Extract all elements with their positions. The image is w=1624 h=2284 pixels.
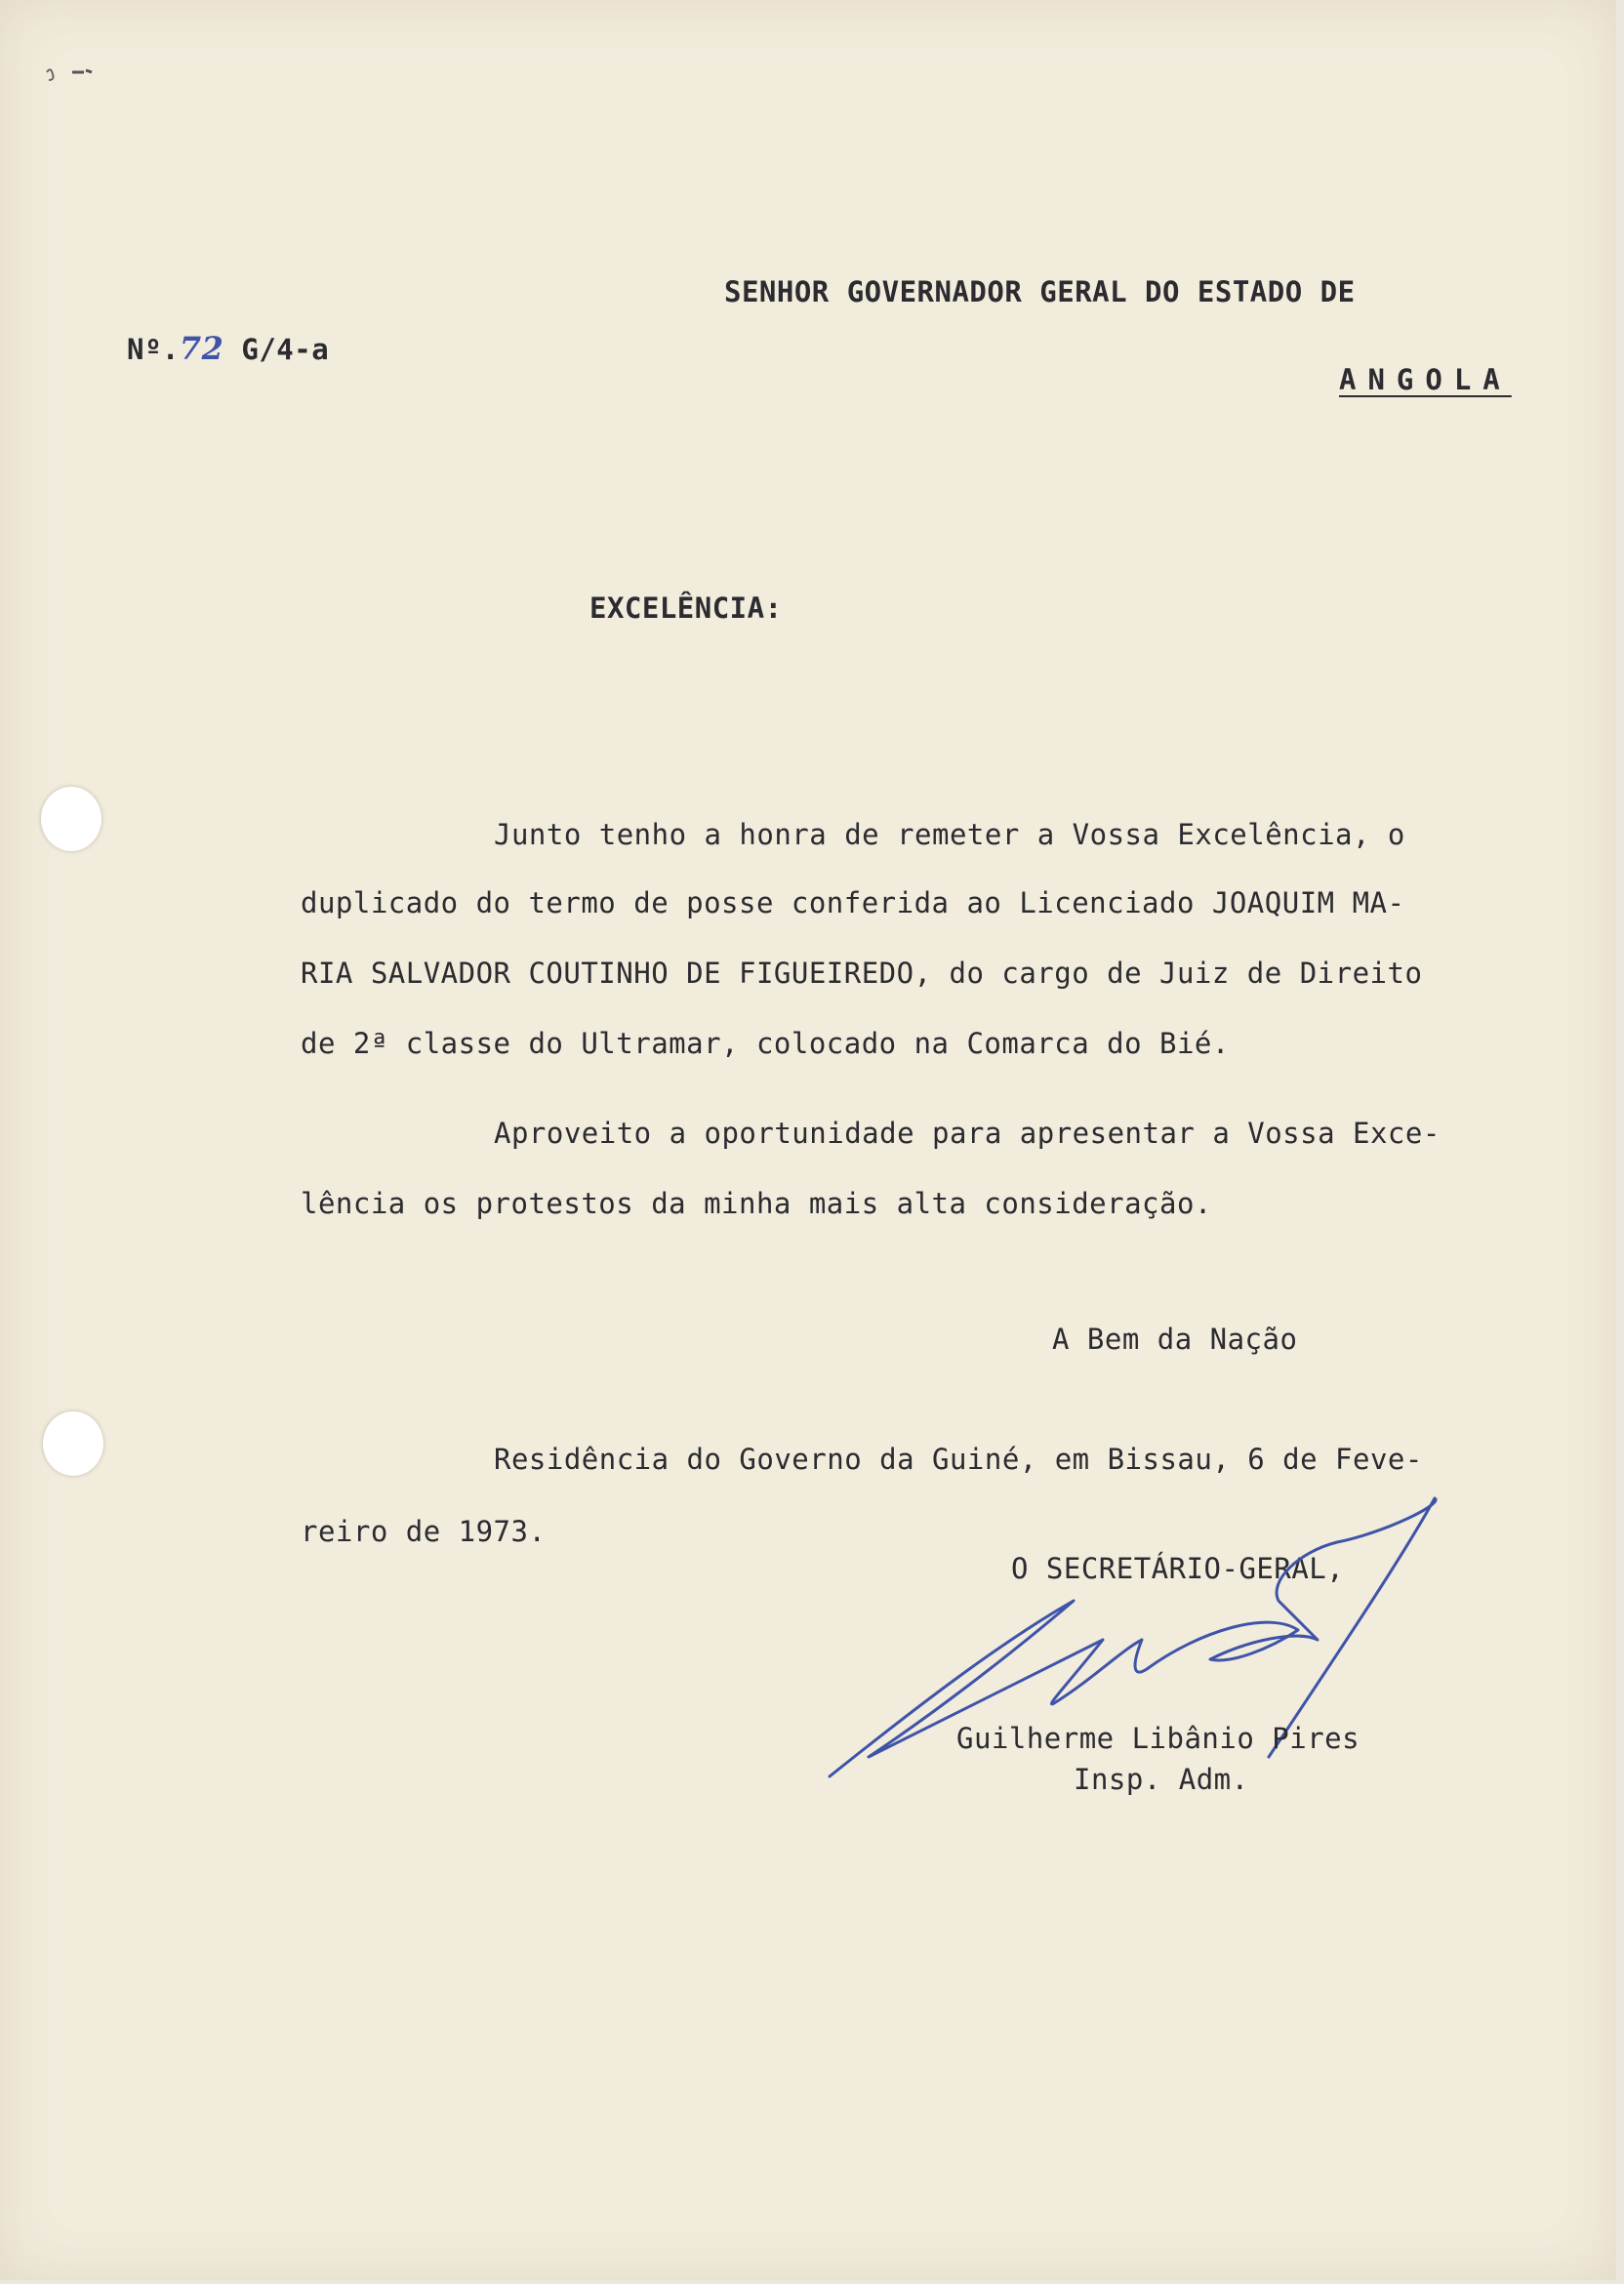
place-date-line: reiro de 1973. (301, 1515, 547, 1548)
body-line: de 2ª classe do Ultramar, colocado na Comarca do Bié. (301, 1027, 1230, 1060)
ref-prefix: Nº. (127, 333, 180, 366)
addressee-line-2: ANGOLA (1339, 363, 1512, 396)
signatory-rank: Insp. Adm. (1074, 1763, 1249, 1796)
salutation: EXCELÊNCIA: (589, 591, 783, 625)
closing: A Bem da Nação (1052, 1323, 1298, 1356)
body-line: lência os protestos da minha mais alta consideração. (301, 1187, 1212, 1220)
body-line: duplicado do termo de posse conferida ao Licenciado JOAQUIM MA- (301, 886, 1405, 919)
place-date-line: Residência do Governo da Guiné, em Bissau, 6 de Feve- (494, 1443, 1423, 1476)
reference-number (127, 330, 329, 367)
ref-suffix: G/4-a (223, 333, 330, 366)
signatory-name: Guilherme Libânio Pires (956, 1722, 1360, 1755)
body-line: Junto tenho a honra de remeter a Vossa Excelência, o (494, 818, 1405, 851)
punch-hole (43, 1411, 103, 1476)
punch-hole (41, 787, 102, 851)
ref-number-handwritten: 72 (179, 330, 224, 367)
body-line: Aproveito a oportunidade para apresentar a Vossa Exce- (494, 1117, 1441, 1150)
addressee-line-1: SENHOR GOVERNADOR GERAL DO ESTADO DE (724, 275, 1356, 308)
body-line: RIA SALVADOR COUTINHO DE FIGUEIREDO, do cargo de Juiz de Direito (301, 957, 1423, 990)
signatory-title: O SECRETÁRIO-GERAL, (1011, 1552, 1345, 1585)
pencil-mark (43, 62, 102, 82)
